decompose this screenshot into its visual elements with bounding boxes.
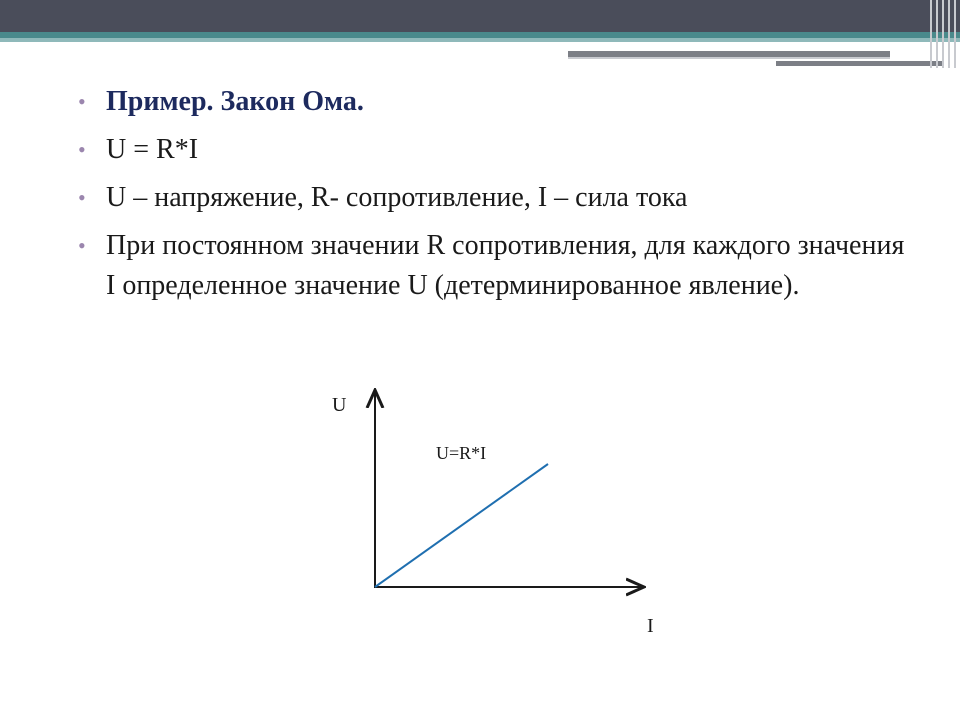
definition-text: U – напряжение, R- сопротивление, I – сила тока (106, 182, 688, 213)
bullet-dot-icon: • (78, 89, 86, 114)
bullet-dot-icon: • (78, 185, 86, 210)
bullet-dot-icon: • (78, 137, 86, 162)
y-axis-label: U (332, 394, 347, 416)
series-line-u-ri (375, 464, 548, 587)
x-axis-label: I (647, 615, 654, 637)
series-label: U=R*I (436, 443, 487, 463)
explanation-text: При постоянном значении R сопротивления, для каждого значения I определенное значение U (детерминированное явление). (106, 230, 905, 301)
slide-title: Пример. Закон Ома. (106, 86, 364, 117)
formula-text: U = R*I (106, 134, 199, 165)
bullet-dot-icon: • (78, 233, 86, 258)
